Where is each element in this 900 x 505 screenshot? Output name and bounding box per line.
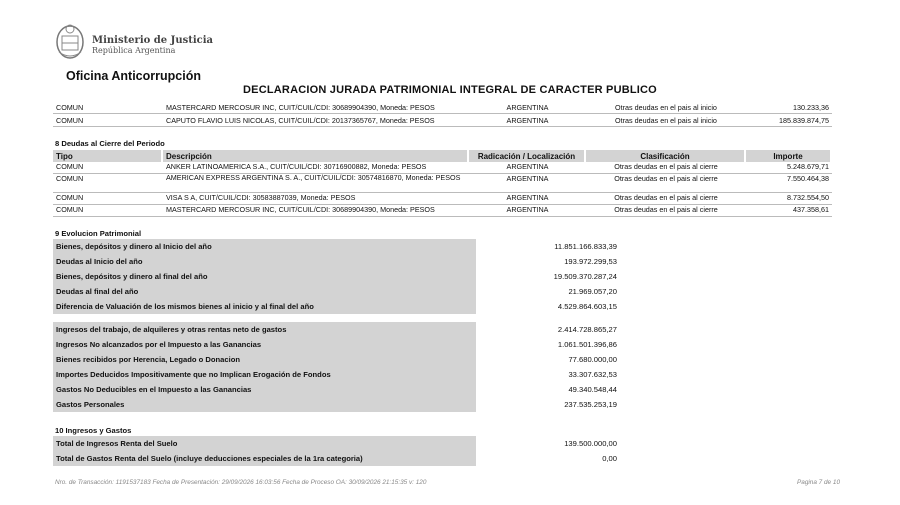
ministry-name: [92, 36, 213, 56]
evolucion-group-1: [53, 239, 620, 314]
row-value: 4.529.864.603,15: [557, 302, 617, 311]
closing-debts-table: [53, 150, 832, 217]
table-row: [53, 162, 832, 174]
table-row: [53, 269, 620, 284]
row-label: Deudas al Inicio del año: [53, 254, 476, 269]
clasificacion-cell: Otras deudas en el pais al inicio: [586, 101, 746, 114]
row-value: 1.061.501.396,86: [557, 340, 617, 349]
clasificacion-cell: Otras deudas en el pais al cierre: [586, 174, 746, 193]
importe-cell: 8.732.554,50: [746, 193, 832, 205]
table-row: [53, 322, 620, 337]
table-row: [53, 451, 620, 466]
tipo-cell: COMUN: [53, 162, 163, 174]
ministry-title: Ministerio de Justicia: [92, 35, 214, 46]
table-header: [53, 150, 832, 162]
ingresos-gastos-table: [53, 436, 620, 466]
header-importe: Importe: [746, 150, 832, 162]
header-descripcion: Descripción: [163, 150, 469, 162]
row-value: 11.851.166.833,39: [554, 242, 617, 251]
radicacion-cell: ARGENTINA: [469, 193, 586, 205]
document-title: DECLARACION JURADA PATRIMONIAL INTEGRAL DE CARACTER PUBLICO: [243, 84, 657, 96]
table-row: [53, 254, 620, 269]
table-row: [53, 193, 832, 205]
section-9-title: 9 Evolucion Patrimonial: [55, 229, 142, 238]
row-label: Ingresos del trabajo, de alquileres y otras rentas neto de gastos: [53, 322, 476, 337]
importe-cell: 185.839.874,75: [746, 114, 832, 127]
importe-cell: 437.358,61: [746, 205, 832, 217]
radicacion-cell: ARGENTINA: [469, 114, 586, 127]
table-row: [53, 337, 620, 352]
row-label: Bienes recibidos por Herencia, Legado o Donacion: [53, 352, 476, 367]
row-value: 139.500.000,00: [564, 439, 617, 448]
descripcion-cell: ANKER LATINOAMERICA S.A., CUIT/CUIL/CDI: 30716900882, Moneda: PESOS: [163, 162, 469, 174]
tipo-cell: COMUN: [53, 193, 163, 205]
row-value: 237.535.253,19: [564, 400, 617, 409]
clasificacion-cell: Otras deudas en el pais al cierre: [586, 193, 746, 205]
row-label: Total de Ingresos Renta del Suelo: [53, 436, 476, 451]
descripcion-cell: MASTERCARD MERCOSUR INC, CUIT/CUIL/CDI: 30689904390, Moneda: PESOS: [163, 205, 469, 217]
clasificacion-cell: Otras deudas en el pais al inicio: [586, 114, 746, 127]
importe-cell: 5.248.679,71: [746, 162, 832, 174]
radicacion-cell: ARGENTINA: [469, 205, 586, 217]
table-row: [53, 382, 620, 397]
row-value: 21.969.057,20: [568, 287, 617, 296]
table-row: [53, 284, 620, 299]
coat-of-arms-logo: [53, 22, 87, 62]
table-row: [53, 397, 620, 412]
table-row: [53, 299, 620, 314]
row-value: 0,00: [602, 454, 617, 463]
tipo-cell: COMUN: [53, 174, 163, 193]
clasificacion-cell: Otras deudas en el pais al cierre: [586, 162, 746, 174]
row-value: 19.509.370.287,24: [553, 272, 617, 281]
section-8-title: 8 Deudas al Cierre del Periodo: [55, 139, 165, 148]
descripcion-cell: VISA S A, CUIT/CUIL/CDI: 30583887039, Moneda: PESOS: [163, 193, 469, 205]
row-label: Total de Gastos Renta del Suelo (incluye deducciones especiales de la 1ra categoria): [53, 451, 476, 466]
row-label: Diferencia de Valuación de los mismos bienes al inicio y al final del año: [53, 299, 476, 314]
importe-cell: 7.550.464,38: [746, 174, 832, 193]
row-label: Ingresos No alcanzados por el Impuesto a las Ganancias: [53, 337, 476, 352]
table-row: [53, 174, 832, 193]
row-value: 33.307.632,53: [568, 370, 617, 379]
table-row: [53, 205, 832, 217]
office-title: Oficina Anticorrupción: [66, 69, 201, 83]
descripcion-cell: CAPUTO FLAVIO LUIS NICOLAS, CUIT/CUIL/CDI: 20137365767, Moneda: PESOS: [163, 114, 469, 127]
tipo-cell: COMUN: [53, 101, 163, 114]
table-row: [53, 436, 620, 451]
radicacion-cell: ARGENTINA: [469, 101, 586, 114]
row-value: 2.414.728.865,27: [557, 325, 617, 334]
tipo-cell: COMUN: [53, 114, 163, 127]
header-radicacion: Radicación / Localización: [469, 150, 586, 162]
descripcion-cell: MASTERCARD MERCOSUR INC, CUIT/CUIL/CDI: 30689904390, Moneda: PESOS: [163, 101, 469, 114]
table-row: [53, 114, 832, 127]
row-label: Importes Deducidos Impositivamente que no Implican Erogación de Fondos: [53, 367, 476, 382]
row-label: Gastos No Deducibles en el Impuesto a las Ganancias: [53, 382, 476, 397]
header-tipo: Tipo: [53, 150, 163, 162]
table-row: [53, 239, 620, 254]
row-value: 49.340.548,44: [568, 385, 617, 394]
clasificacion-cell: Otras deudas en el pais al cierre: [586, 205, 746, 217]
previous-debts-table: [53, 101, 832, 127]
row-label: Bienes, depósitos y dinero al final del año: [53, 269, 476, 284]
page-number: Pagina 7 de 10: [797, 479, 840, 486]
section-10-title: 10 Ingresos y Gastos: [55, 426, 132, 435]
header-clasificacion: Clasificación: [586, 150, 746, 162]
row-label: Gastos Personales: [53, 397, 476, 412]
tipo-cell: COMUN: [53, 205, 163, 217]
radicacion-cell: ARGENTINA: [469, 174, 586, 193]
evolucion-group-2: [53, 322, 620, 412]
radicacion-cell: ARGENTINA: [469, 162, 586, 174]
table-row: [53, 101, 832, 114]
transaction-footer: Nro. de Transacción: 1191537183 Fecha de Presentación: 29/09/2026 16:03:56 Fecha de Proceso OA: 30/09/2026 21:15:35 v: 120: [55, 479, 427, 486]
row-label: Deudas al final del año: [53, 284, 476, 299]
descripcion-cell: AMERICAN EXPRESS ARGENTINA S. A., CUIT/CUIL/CDI: 30574816870, Moneda: PESOS: [163, 174, 469, 193]
table-row: [53, 352, 620, 367]
country-name: República Argentina: [92, 46, 176, 55]
row-value: 77.680.000,00: [568, 355, 617, 364]
table-row: [53, 367, 620, 382]
row-value: 193.972.299,53: [564, 257, 617, 266]
row-label: Bienes, depósitos y dinero al Inicio del año: [53, 239, 476, 254]
importe-cell: 130.233,36: [746, 101, 832, 114]
